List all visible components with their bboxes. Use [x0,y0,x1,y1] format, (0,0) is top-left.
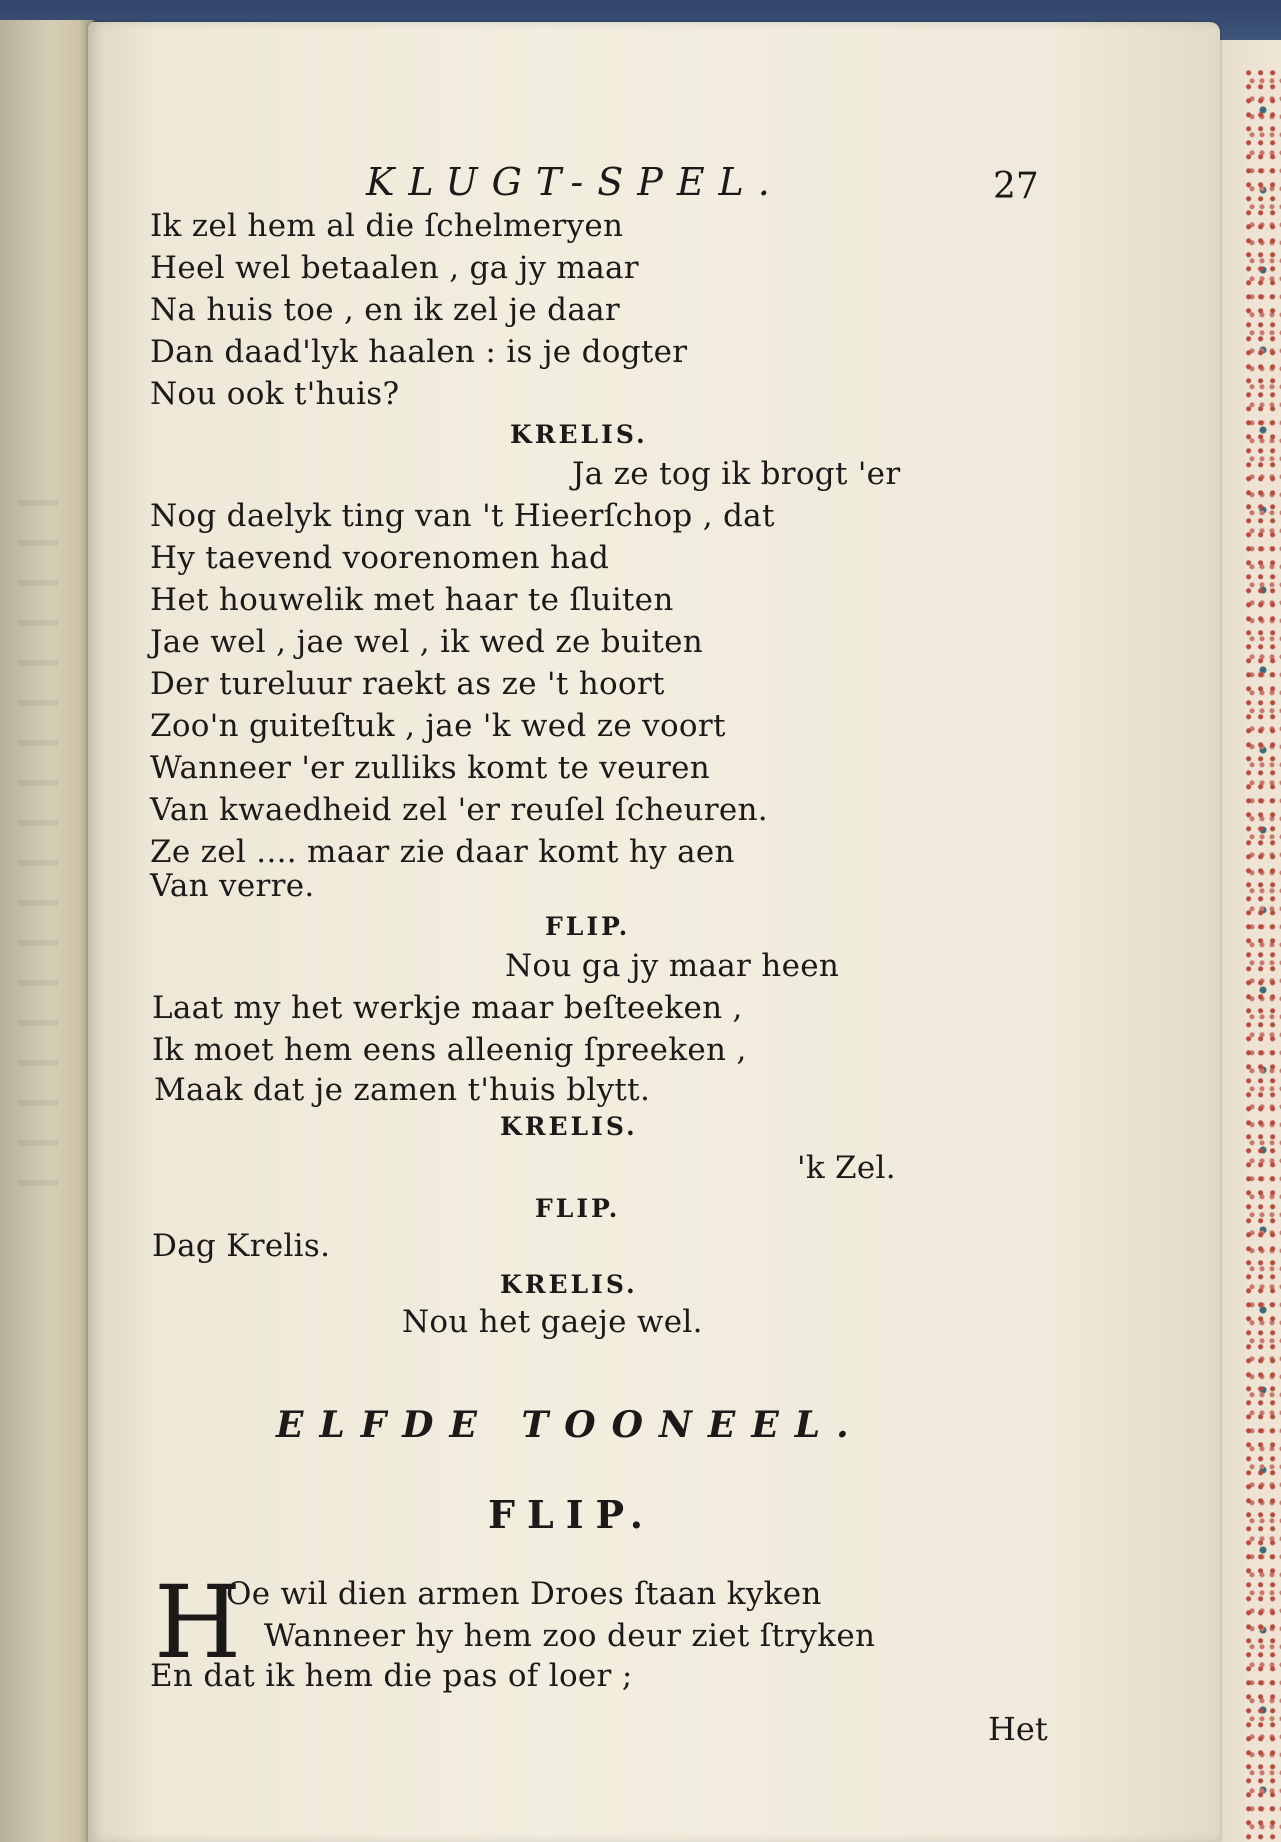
speaker-name: FLIP. [545,912,631,941]
drop-cap: H [154,1564,242,1681]
verse-line: Jae wel , jae wel , ik wed ze buiten [150,624,704,660]
verse-line: Na huis toe , en ik zel je daar [150,292,621,328]
speaker-name: KRELIS. [510,420,648,449]
scene-speaker: FLIP. [488,1492,655,1537]
verse-line: 'k Zel. [797,1150,896,1186]
verse-line: Nou ga jy maar heen [505,948,840,984]
marbled-endpaper [1245,70,1281,1842]
verse-line: Maak dat je zamen t'huis blytt. [154,1072,651,1108]
verse-line: Wanneer 'er zulliks komt te veuren [150,750,711,786]
verse-line: Hy taevend voorenomen had [150,540,610,576]
facing-page-left [0,20,94,1842]
scene-heading: ELFDE TOONEEL. [276,1404,865,1446]
verse-line: Zoo'n guiteſtuk , jae 'k wed ze voort [150,708,726,744]
verse-line: Oe wil dien armen Droes ſtaan kyken [226,1576,822,1612]
verse-line: Ik moet hem eens alleenig ſpreeken , [152,1032,747,1068]
verse-line: Wanneer hy hem zoo deur ziet ſtryken [264,1618,876,1654]
verse-line: Heel wel betaalen , ga jy maar [150,250,639,286]
verse-line: Laat my het werkje maar beſteeken , [152,990,743,1026]
verse-line: En dat ik hem die pas of loer ; [150,1658,633,1694]
verse-line: Nou het gaeje wel. [402,1304,703,1340]
verse-line: Ja ze tog ik brogt 'er [572,456,901,492]
verse-line: Van verre. [150,868,315,904]
verse-line: Dan daad'lyk haalen : is je dogter [150,334,688,370]
verse-line: Nou ook t'huis? [150,376,400,412]
verse-line: Nog daelyk ting van 't Hieerſchop , dat [150,498,775,534]
catchword: Het [988,1710,1048,1748]
verse-line: Het houwelik met haar te ſluiten [150,582,674,618]
speaker-name: KRELIS. [500,1270,638,1299]
speaker-name: FLIP. [535,1194,621,1223]
verse-line: Dag Krelis. [152,1228,331,1264]
running-title: KLUGT-SPEL. [366,160,784,204]
verse-line: Der tureluur raekt as ze 't hoort [150,666,665,702]
speaker-name: KRELIS. [500,1112,638,1141]
verse-line: Van kwaedheid zel 'er reuſel ſcheuren. [150,792,768,828]
verse-line: Ik zel hem al die ſchelmeryen [150,208,624,244]
facing-page-text-shadow [18,500,58,1200]
verse-line: Ze zel .... maar zie daar komt hy aen [150,834,735,870]
page-number: 27 [993,166,1039,207]
